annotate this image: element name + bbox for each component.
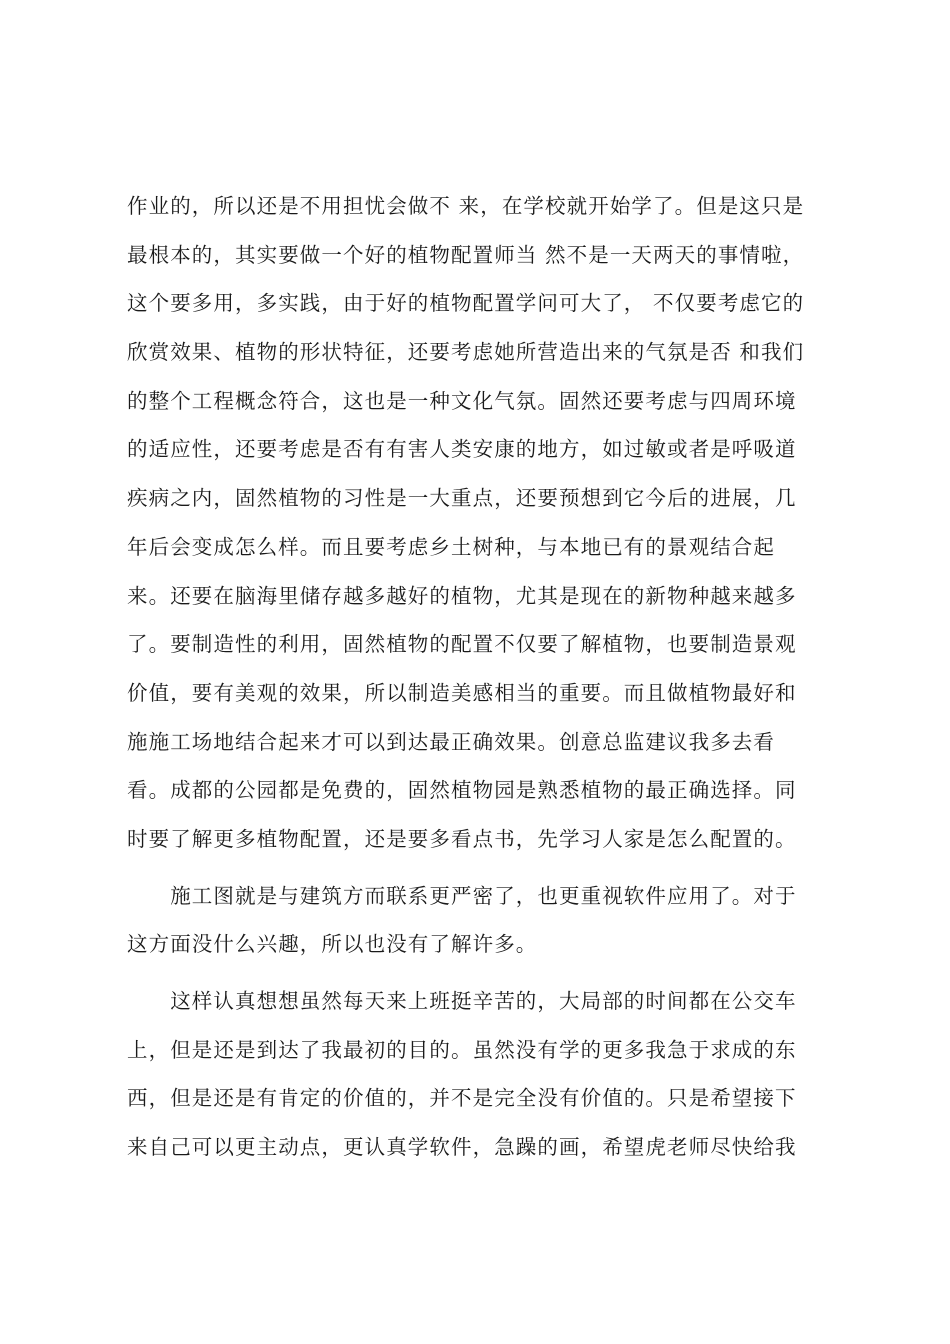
document-body (127, 182, 832, 1172)
text-line: 这方面没什么兴趣，所以也没有了解许多。 (127, 932, 538, 957)
text-line: 最根本的，其实要做一个好的植物配置师当 然不是一天两天的事情啦， (127, 242, 805, 267)
text-line: 这个要多用，多实践，由于好的植物配置学问可大了， 不仅要考虑它的 (127, 291, 805, 316)
text-line: 来。还要在脑海里储存越多越好的植物，尤其是现在的新物种越来越多 (127, 583, 797, 608)
text-line: 来自己可以更主动点，更认真学软件，急躁的画，希望虎老师尽快给我 (127, 1135, 797, 1160)
text-line: 这样认真想想虽然每天来上班挺辛苦的，大局部的时间都在公交车 (127, 989, 797, 1013)
paragraph-gap (127, 969, 832, 977)
text-line: 疾病之内，固然植物的习性是一大重点，还要预想到它今后的进展，几 (127, 486, 797, 511)
paragraph-gap (127, 864, 832, 872)
text-line: 欣赏效果、植物的形状特征，还要考虑她所营造出来的气氛是否 和我们 (127, 340, 805, 365)
paragraph-construction-drawing (127, 872, 832, 969)
paragraph-plant-configuration (127, 182, 832, 864)
paragraph-reflection (127, 977, 832, 1172)
text-line: 看。成都的公园都是免费的，固然植物园是熟悉植物的最正确选择。同 (127, 778, 797, 803)
text-line: 的整个工程概念符合，这也是一种文化气氛。固然还要考虑与四周环境 (127, 388, 797, 413)
text-line: 施工图就是与建筑方而联系更严密了，也更重视软件应用了。对于 (127, 883, 797, 908)
text-line: 作业的，所以还是不用担忧会做不 来，在学校就开始学了。但是这只是 (127, 194, 805, 218)
text-line: 年后会变成怎么样。而且要考虑乡土树种，与本地已有的景观结合起 (127, 534, 775, 559)
text-line: 上，但是还是到达了我最初的目的。虽然没有学的更多我急于求成的东 (127, 1037, 797, 1062)
text-line: 价值，要有美观的效果，所以制造美感相当的重要。而且做植物最好和 (127, 680, 797, 705)
text-line: 了。要制造性的利用，固然植物的配置不仅要了解植物，也要制造景观 (127, 632, 797, 657)
text-line: 时要了解更多植物配置，还是要多看点书，先学习人家是怎么配置的。 (127, 826, 797, 851)
text-line: 西，但是还是有肯定的价值的，并不是完全没有价值的。只是希望接下 (127, 1086, 797, 1111)
text-line: 施施工场地结合起来才可以到达最正确效果。创意总监建议我多去看 (127, 729, 775, 754)
text-line: 的适应性，还要考虑是否有有害人类安康的地方，如过敏或者是呼吸道 (127, 437, 797, 462)
